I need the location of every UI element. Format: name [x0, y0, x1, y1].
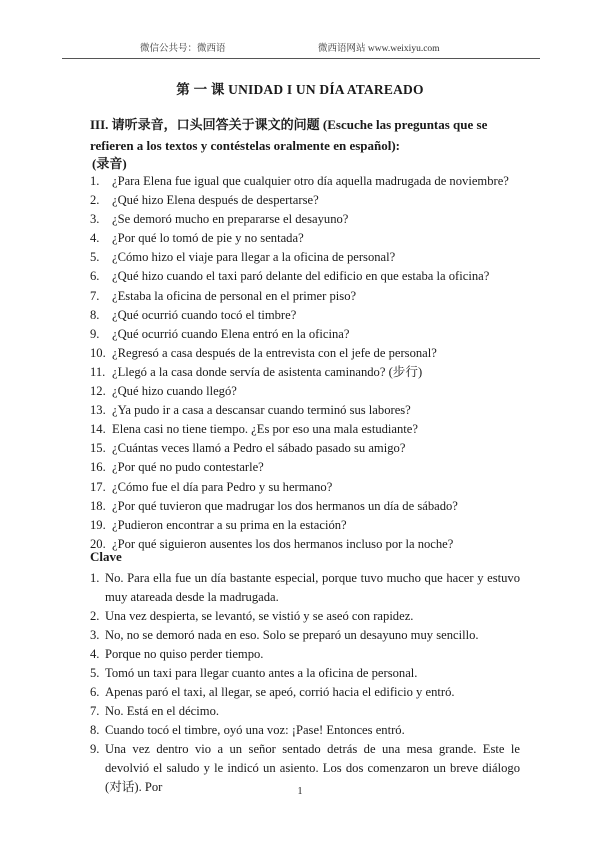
- question-text: ¿Pudieron encontrar a su prima en la estación?: [112, 517, 347, 532]
- question-number: 4.: [90, 231, 100, 246]
- question-number: 3.: [90, 212, 100, 227]
- question-item: [90, 172, 530, 191]
- answer-number: 8.: [90, 723, 100, 737]
- question-item: [90, 497, 530, 516]
- question-item: [90, 248, 530, 267]
- answer-item: [90, 569, 520, 607]
- answer-number: 4.: [90, 647, 100, 661]
- page-number: 1: [297, 786, 303, 797]
- recording-note: (录音): [92, 156, 127, 171]
- question-item: [90, 267, 530, 286]
- answer-item: [90, 645, 520, 664]
- answer-text: Una vez despierta, se levantó, se vistió y se aseó con rapidez.: [105, 609, 414, 623]
- answer-text: Una vez dentro vio a un señor sentado detrás de una mesa grande. Este le devolvió el saludo y le indicó un asiento. Los dos comenzaron un breve diálogo (对话). Por: [105, 742, 520, 794]
- question-text: ¿Ya pudo ir a casa a descansar cuando terminó sus labores?: [112, 403, 411, 418]
- question-item: [90, 325, 530, 344]
- question-text: ¿Estaba la oficina de personal en el primer piso?: [112, 288, 357, 303]
- answer-text: Porque no quiso perder tiempo.: [105, 647, 264, 661]
- question-number: 8.: [90, 307, 100, 322]
- question-text: ¿Regresó a casa después de la entrevista con el jefe de personal?: [112, 345, 437, 360]
- question-number: 10.: [90, 345, 106, 360]
- question-number: 6.: [90, 269, 100, 284]
- question-number: 11.: [90, 364, 106, 379]
- question-number: 14.: [90, 422, 106, 437]
- question-text: ¿Por qué tuvieron que madrugar los dos hermanos un día de sábado?: [112, 498, 458, 513]
- answer-number: 3.: [90, 628, 100, 642]
- question-number: 20.: [90, 536, 106, 551]
- answer-item: [90, 664, 520, 683]
- answer-text: No. Para ella fue un día bastante especial, porque tuvo mucho que hacer y estuvo muy atareada desde la madrugada.: [105, 571, 520, 604]
- question-text: ¿Por qué siguieron ausentes los dos hermanos incluso por la noche?: [112, 536, 454, 551]
- answer-text: No, no se demoró nada en eso. Solo se preparó un desayuno muy sencillo.: [105, 628, 479, 642]
- question-item: [90, 420, 530, 439]
- answer-number: 9.: [90, 742, 100, 756]
- answer-number: 5.: [90, 666, 100, 680]
- question-item: [90, 458, 530, 477]
- question-item: [90, 344, 530, 363]
- header-wechat-account: 微信公共号：微西语: [140, 44, 226, 54]
- page-header: [0, 40, 600, 56]
- question-item: [90, 210, 530, 229]
- question-text: ¿Qué ocurrió cuando tocó el timbre?: [112, 307, 297, 322]
- question-number: 1.: [90, 174, 100, 188]
- question-text: ¿Por qué lo tomó de pie y no sentada?: [112, 231, 304, 246]
- answer-list: [90, 569, 520, 797]
- header-divider: [62, 58, 540, 59]
- question-item: [90, 363, 530, 382]
- question-item: [90, 478, 530, 497]
- answer-text: No. Está en el décimo.: [105, 704, 220, 718]
- question-text: ¿Llegó a la casa donde servía de asistenta caminando? (步行): [112, 364, 423, 379]
- question-number: 13.: [90, 403, 106, 418]
- question-item: [90, 535, 530, 554]
- question-item: [90, 229, 530, 248]
- answer-number: 1.: [90, 571, 100, 585]
- question-text: ¿Cuántas veces llamó a Pedro el sábado pasado su amigo?: [112, 441, 406, 456]
- question-number: 16.: [90, 460, 106, 475]
- question-text: ¿Por qué no pudo contestarle?: [112, 460, 264, 475]
- header-website: 微西语网站 www.weixiyu.com: [318, 44, 440, 54]
- question-text: ¿Qué hizo Elena después de despertarse?: [112, 193, 319, 208]
- lesson-title: 第 一 课 UNIDAD I UN DÍA ATAREADO: [176, 82, 424, 97]
- answer-item: [90, 721, 520, 740]
- answer-number: 2.: [90, 609, 100, 623]
- answer-key-title: Clave: [90, 549, 122, 564]
- question-number: 17.: [90, 479, 106, 494]
- question-number: 18.: [90, 498, 106, 513]
- question-item: [90, 382, 530, 401]
- question-number: 12.: [90, 384, 106, 399]
- answer-number: 7.: [90, 704, 100, 718]
- exercise-heading: III. 请听录音，口头回答关于课文的问题 (Escuche las preguntas que se refieren a los textos y contéstelas oralmente en español):: [90, 117, 488, 153]
- answer-item: [90, 683, 520, 702]
- question-number: 7.: [90, 288, 100, 303]
- question-item: [90, 401, 530, 420]
- answer-item: [90, 702, 520, 721]
- question-number: 5.: [90, 250, 100, 265]
- question-item: [90, 516, 530, 535]
- answer-text: Tomó un taxi para llegar cuanto antes a la oficina de personal.: [105, 666, 418, 680]
- answer-text: Apenas paró el taxi, al llegar, se apeó, corrió hacia el edificio y entró.: [105, 685, 455, 699]
- question-item: [90, 287, 530, 306]
- question-number: 19.: [90, 517, 106, 532]
- question-item: [90, 439, 530, 458]
- question-text: Elena casi no tiene tiempo. ¿Es por eso una mala estudiante?: [112, 422, 418, 437]
- question-text: ¿Qué ocurrió cuando Elena entró en la oficina?: [112, 326, 350, 341]
- question-text: ¿Se demoró mucho en prepararse el desayuno?: [112, 212, 349, 227]
- question-item: [90, 191, 530, 210]
- question-text: ¿Para Elena fue igual que cualquier otro día aquella madrugada de noviembre?: [112, 174, 509, 188]
- question-number: 15.: [90, 441, 106, 456]
- question-text: ¿Qué hizo cuando llegó?: [112, 384, 237, 399]
- answer-item: [90, 607, 520, 626]
- answer-item: [90, 626, 520, 645]
- answer-number: 6.: [90, 685, 100, 699]
- question-item: [90, 306, 530, 325]
- question-number: 2.: [90, 193, 100, 208]
- question-number: 9.: [90, 326, 100, 341]
- question-text: ¿Qué hizo cuando el taxi paró delante del edificio en que estaba la oficina?: [112, 269, 490, 284]
- question-list: [90, 172, 530, 554]
- question-text: ¿Cómo hizo el viaje para llegar a la oficina de personal?: [112, 250, 396, 265]
- question-text: ¿Cómo fue el día para Pedro y su hermano?: [112, 479, 333, 494]
- answer-text: Cuando tocó el timbre, oyó una voz: ¡Pase! Entonces entró.: [105, 723, 405, 737]
